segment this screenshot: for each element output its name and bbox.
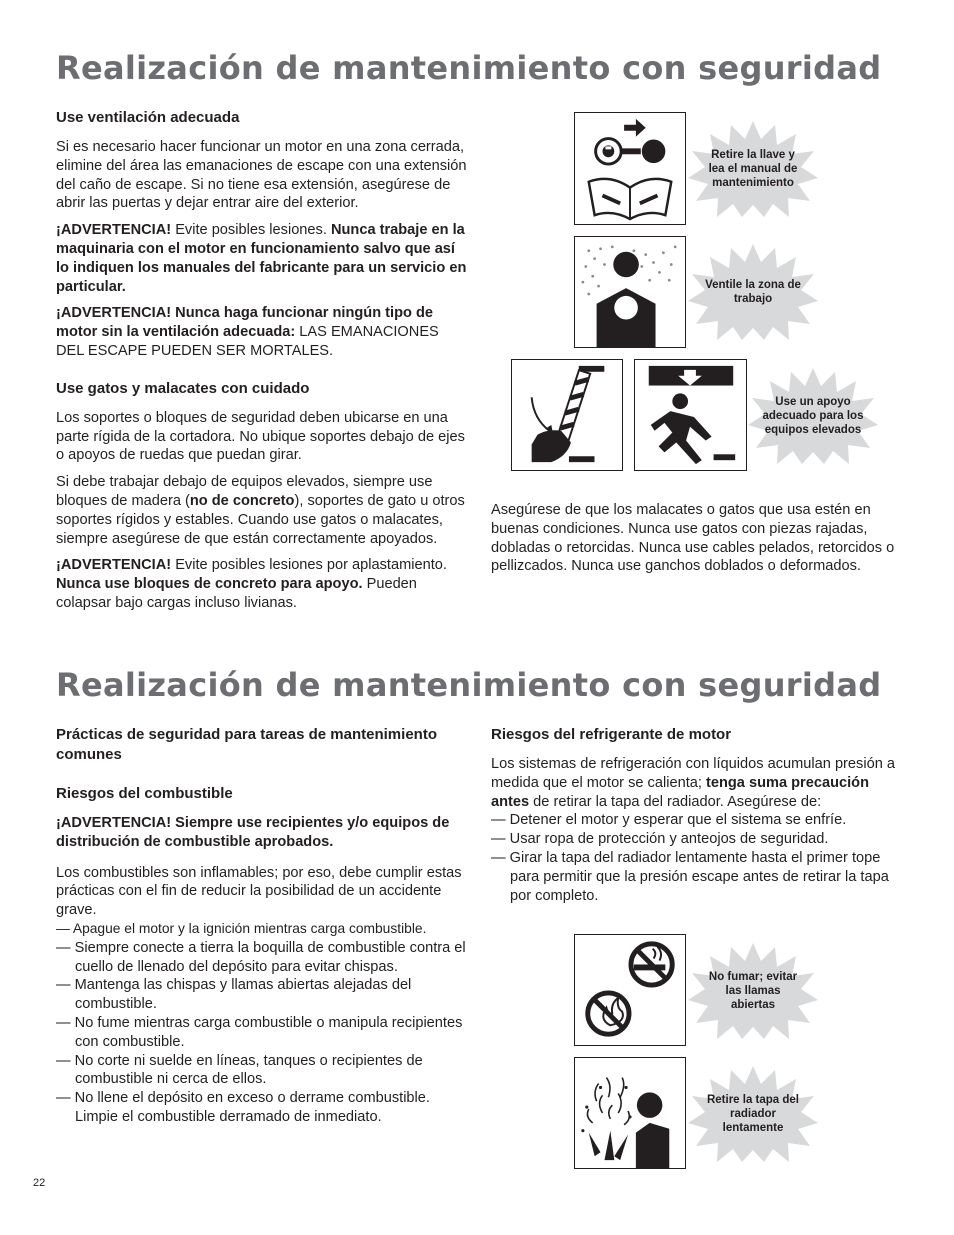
fuel-intro: Los combustibles son inflamables; por eso, debe cumplir estas prácticas con el fin de reducir la posibilidad de un accidente grave. xyxy=(56,864,462,919)
callout-ventilate xyxy=(688,244,818,340)
list-item: — Mantenga las chispas y llamas abiertas alejadas del combustible. xyxy=(56,977,412,1013)
list-item: — Apague el motor y la ignición mientras carga combustible. xyxy=(56,920,427,936)
callout-radiator xyxy=(688,1066,818,1162)
crush-hazard-pictogram xyxy=(634,359,747,471)
list-item: — No llene el depósito en exceso o derrame combustible. Limpie el combustible derramado de inmediato. xyxy=(56,1090,430,1125)
list-item: — Girar la tapa del radiador lentamente hasta el primer tope para permitir que la presión escape antes de retirar la tapa por completo. xyxy=(491,849,889,904)
warning-text: Evite posibles lesiones. xyxy=(171,222,331,239)
list-item: — Detener el motor y esperar que el sistema se enfríe. xyxy=(491,812,847,829)
radiator-cap-pictogram xyxy=(574,1057,686,1169)
callout-text: Ventile la zona de trabajo xyxy=(705,279,801,305)
fuel-heading: Riesgos del combustible xyxy=(56,785,233,802)
ventilation-heading: Use ventilación adecuada xyxy=(56,109,240,126)
bold-text-run: tenga suma precaución antes xyxy=(491,774,869,810)
text-run: ), soportes de gato u otros soportes rígidos y estables. Cuando use gatos o malacates, siempre asegúrese de que están correctamente apoyados. xyxy=(56,492,465,547)
list-item: — Usar ropa de protección y anteojos de seguridad. xyxy=(491,831,829,848)
section2-right-column xyxy=(491,725,895,905)
text-run: Los sistemas de refrigeración con líquidos acumulan presión a medida que el motor se calienta; xyxy=(491,756,895,791)
warning-text: Evite posibles lesiones por aplastamiento. xyxy=(171,557,447,574)
coolant-paragraph xyxy=(491,755,895,811)
callout-text: Retire la tapa del radiador lentamente xyxy=(706,1094,800,1134)
callout-text: Retire la llave y lea el manual de mantenimiento xyxy=(708,149,798,189)
callout-text: Use un apoyo adecuado para los equipos elevados xyxy=(762,396,864,436)
radiator-spray-icon xyxy=(575,1058,685,1168)
section1-right-paragraph-block xyxy=(491,501,905,584)
ventilate-pictogram xyxy=(574,236,686,348)
jack-stand-pictogram xyxy=(511,359,623,471)
fuel-warning: ¡ADVERTENCIA! Siempre use recipientes y/o equipos de distribución de combustible aprobados. xyxy=(56,815,450,850)
fumes-icon xyxy=(575,237,685,347)
list-item: — No fume mientras carga combustible o manipula recipientes con combustible. xyxy=(56,1014,463,1050)
fuel-list xyxy=(56,920,468,1127)
jacks-paragraph-1: Los soportes o bloques de seguridad deben ubicarse en una parte rígida de la cortadora. No ubique soportes debajo de ejes o apoyos de ruedas que puedan girar. xyxy=(56,409,465,464)
list-item: — No corte ni suelde en líneas, tanques o recipientes de combustible ni cerca de ellos. xyxy=(56,1052,423,1088)
text-run: Si debe trabajar debajo de equipos elevados, siempre use bloques de madera ( xyxy=(56,474,433,509)
section2-title: Realización de mantenimiento con seguridad xyxy=(56,666,882,704)
jacks-warning xyxy=(56,556,468,612)
jack-stand-icon xyxy=(512,360,622,470)
section1-title: Realización de mantenimiento con seguridad xyxy=(56,49,882,87)
warning-text: LAS EMANACIONES DEL ESCAPE PUEDEN SER MORTALES. xyxy=(56,324,439,359)
section1-left-column xyxy=(56,108,468,621)
page-number: 22 xyxy=(33,1177,46,1189)
remove-key-read-manual-pictogram xyxy=(574,112,686,225)
callout-no-smoking xyxy=(688,943,818,1039)
bold-text-run: no de concreto xyxy=(189,492,295,509)
warning-label: ¡ADVERTENCIA! xyxy=(56,222,172,239)
ventilation-paragraph: Si es necesario hacer funcionar un motor en una zona cerrada, elimine del área las emanaciones de escape con una extensión del caño de escape. Si no tiene esa extensión, asegúrese de abrir las puertas y dejar entrar aire del exterior. xyxy=(56,139,467,212)
ventilation-warning-2 xyxy=(56,304,468,360)
coolant-list xyxy=(491,811,895,905)
no-smoking-pictogram xyxy=(574,934,686,1046)
callout-key-manual xyxy=(688,121,818,217)
jacks-paragraph-2 xyxy=(56,473,468,548)
jacks-condition-paragraph: Asegúrese de que los malacates o gatos que usa estén en buenas condiciones. Nunca use gatos con piezas rajadas, dobladas o retorcidas. Nunca use cables pelados, retorcidos o pellizcados. Nunca use ganchos doblados o deformados. xyxy=(491,502,895,575)
warning-bold-text: ¡ADVERTENCIA! Nunca haga funcionar ningún tipo de motor sin la ventilación adecuada: xyxy=(56,305,434,341)
coolant-heading: Riesgos del refrigerante de motor xyxy=(491,726,732,743)
jacks-heading: Use gatos y malacates con cuidado xyxy=(56,379,310,397)
warning-bold-text: Nunca use bloques de concreto para apoyo. xyxy=(56,576,363,593)
warning-tail-text: Pueden colapsar bajo cargas incluso livianas. xyxy=(56,576,417,611)
no-smoking-icon xyxy=(575,935,685,1045)
section2-left-column xyxy=(56,725,468,1127)
key-manual-icon xyxy=(575,113,685,224)
callout-text: No fumar; evitar las llamas abiertas xyxy=(708,971,798,1011)
practices-heading: Prácticas de seguridad para tareas de mantenimiento comunes xyxy=(56,726,437,763)
ventilation-warning-1 xyxy=(56,221,468,296)
crush-hazard-icon xyxy=(635,360,746,470)
callout-support xyxy=(748,368,878,464)
list-item: — Siempre conecte a tierra la boquilla de combustible contra el cuello de llenado del depósito para evitar chispas. xyxy=(56,939,466,975)
warning-bold-text: Nunca trabaje en la maquinaria con el motor en funcionamiento salvo que así lo indiquen los manuales del fabricante para un servicio en particular. xyxy=(56,222,467,295)
text-run: de retirar la tapa del radiador. Asegúrese de: xyxy=(529,793,822,810)
warning-label: ¡ADVERTENCIA! xyxy=(56,557,172,574)
